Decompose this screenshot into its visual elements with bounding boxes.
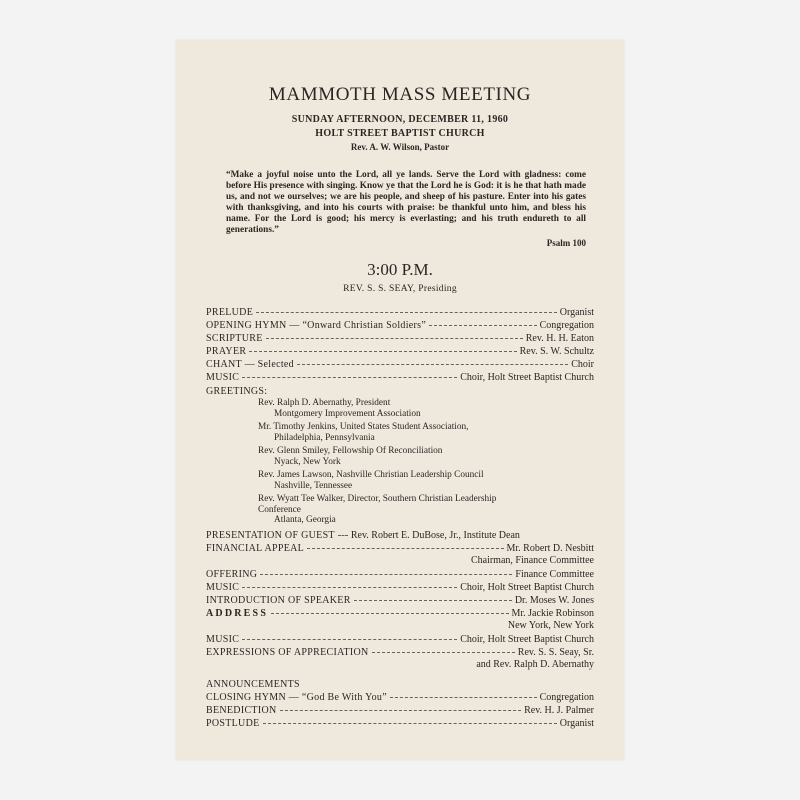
greeting-affiliation: Conference (258, 504, 301, 515)
greeting-affiliation: Montgomery Improvement Association (274, 408, 421, 419)
presiding-officer: REV. S. S. SEAY, Presiding (343, 284, 457, 294)
meeting-time: 3:00 P.M. (367, 260, 433, 279)
item-value: Organist (559, 717, 594, 729)
greetings-heading: GREETINGS: (206, 386, 268, 397)
item-value: Choir, Holt Street Baptist Church (460, 372, 594, 383)
greeting-name: Rev. Ralph D. Abernathy, President (258, 398, 391, 408)
program-item-chant (206, 358, 594, 371)
leader-dots (249, 350, 516, 352)
item-label: POSTLUDE (206, 717, 260, 729)
item-value: Choir (571, 359, 594, 370)
item-label: CLOSING HYMN — “God Be With You” (206, 691, 387, 703)
greeting-entry (258, 494, 594, 526)
leader-dots (271, 612, 508, 614)
item-label: PRELUDE (206, 307, 254, 318)
item-label: BENEDICTION (206, 704, 277, 716)
leader-dots (372, 651, 515, 653)
program-item-music (206, 581, 594, 594)
item-value: Mr. Robert D. Nesbitt (506, 542, 594, 554)
greeting-location: Atlanta, Georgia (274, 515, 336, 525)
leader-dots (429, 324, 536, 326)
leader-dots (280, 709, 522, 711)
program-item-introduction (206, 594, 594, 607)
program-item-financial-appeal (206, 542, 594, 555)
program-item-prelude (206, 306, 594, 319)
greeting-entry (258, 446, 594, 467)
program-item-presentation (206, 529, 594, 542)
item-label: ADDRESS (206, 607, 269, 619)
leader-dots (242, 376, 457, 378)
event-title: MAMMOTH MASS MEETING (268, 84, 532, 105)
item-value: Rev. S. S. Seay, Sr. (517, 646, 594, 658)
greeting-affiliation: Nyack, New York (274, 456, 341, 467)
order-of-service (206, 306, 594, 730)
item-value: Rev. H. J. Palmer (524, 704, 594, 716)
item-value: Choir, Holt Street Baptist Church (460, 633, 594, 645)
item-value: Finance Committee (515, 568, 594, 580)
item-label: PRAYER (206, 346, 247, 357)
program-item-music (206, 633, 594, 646)
greeting-affiliation: Nashville, Tennessee (274, 480, 353, 491)
program-item-prayer (206, 345, 594, 358)
greeting-name: Rev. Wyatt Tee Walker, Director, Southern Christian Leadership (258, 494, 497, 504)
item-value: Congregation (539, 320, 594, 331)
item-value: Choir, Holt Street Baptist Church (460, 581, 594, 593)
church-name: HOLT STREET BAPTIST CHURCH (315, 128, 485, 139)
program-item-benediction (206, 704, 594, 717)
leader-dots (256, 311, 557, 313)
item-value-secondary: and Rev. Ralph D. Abernathy (476, 658, 594, 670)
item-label: MUSIC (206, 581, 240, 593)
greeting-name: Mr. Timothy Jenkins, United States Student Association, (258, 422, 469, 432)
leader-dots (242, 586, 457, 588)
psalm-attribution: Psalm 100 (546, 238, 586, 248)
item-label: PRESENTATION OF GUEST (206, 529, 335, 541)
item-label: SCRIPTURE (206, 333, 263, 344)
leader-dots (263, 722, 557, 724)
item-value: Rev. S. W. Schultz (519, 346, 594, 357)
program-item-expressions (206, 646, 594, 659)
item-label: EXPRESSIONS OF APPRECIATION (206, 646, 369, 658)
pastor-name: Rev. A. W. Wilson, Pastor (350, 142, 450, 152)
greeting-name: Rev. Glenn Smiley, Fellowship Of Reconciliation (258, 446, 443, 456)
item-label: OPENING HYMN — “Onward Christian Soldiers” (206, 320, 427, 331)
program-item-offering (206, 568, 594, 581)
program-item-closing-hymn (206, 691, 594, 704)
item-value-secondary: New York, New York (507, 619, 594, 631)
leader-dots (260, 573, 512, 575)
item-value: Rev. Robert E. DuBose, Jr., Institute Dean (350, 529, 520, 541)
event-date: SUNDAY AFTERNOON, DECEMBER 11, 1960 (291, 114, 509, 125)
greetings-list (258, 398, 594, 526)
program-item-scripture (206, 332, 594, 345)
program-item-opening-hymn (206, 319, 594, 332)
program-item-music (206, 371, 594, 384)
program-page (176, 40, 624, 760)
greeting-affiliation: Philadelphia, Pennsylvania (274, 432, 375, 443)
leader-dots (297, 363, 568, 365)
leader-dots (390, 696, 537, 698)
psalm-quote: “Make a joyful noise unto the Lord, all ye lands. Serve the Lord with gladness: come before His presence with singing. Know ye that the Lord he is God: it is he that hath made us, and not we ourselves; we are his people, and sheep of his pasture. Enter into his gates with thanksgiving, and into his courts with praise: be thankful unto him, and bless his name. For the Lord is good; his mercy is everlasting; and his truth endureth to all generations.” (226, 170, 586, 235)
item-value: Congregation (539, 691, 594, 703)
leader-dots (242, 638, 457, 640)
greeting-entry (258, 398, 594, 419)
item-label: MUSIC (206, 372, 240, 383)
program-item-address (206, 607, 594, 620)
item-value: Dr. Moses W. Jones (514, 594, 594, 606)
greeting-name: Rev. James Lawson, Nashville Christian Leadership Council (258, 470, 484, 480)
item-value: Organist (559, 307, 594, 318)
item-value: Mr. Jackie Robinson (511, 607, 594, 619)
greeting-entry (258, 470, 594, 491)
leader-dots (338, 534, 348, 536)
item-label: INTRODUCTION OF SPEAKER (206, 594, 351, 606)
item-label: OFFERING (206, 568, 258, 580)
item-label: MUSIC (206, 633, 240, 645)
leader-dots (307, 547, 503, 549)
program-content (206, 84, 594, 730)
program-item-postlude (206, 717, 594, 730)
leader-dots (354, 599, 512, 601)
item-value-secondary: Chairman, Finance Committee (470, 554, 594, 566)
greeting-entry (258, 422, 594, 443)
item-label: CHANT — Selected (206, 359, 294, 370)
leader-dots (266, 337, 523, 339)
announcements-heading: ANNOUNCEMENTS (206, 678, 300, 690)
item-label: FINANCIAL APPEAL (206, 542, 305, 554)
item-value: Rev. H. H. Eaton (525, 333, 594, 344)
